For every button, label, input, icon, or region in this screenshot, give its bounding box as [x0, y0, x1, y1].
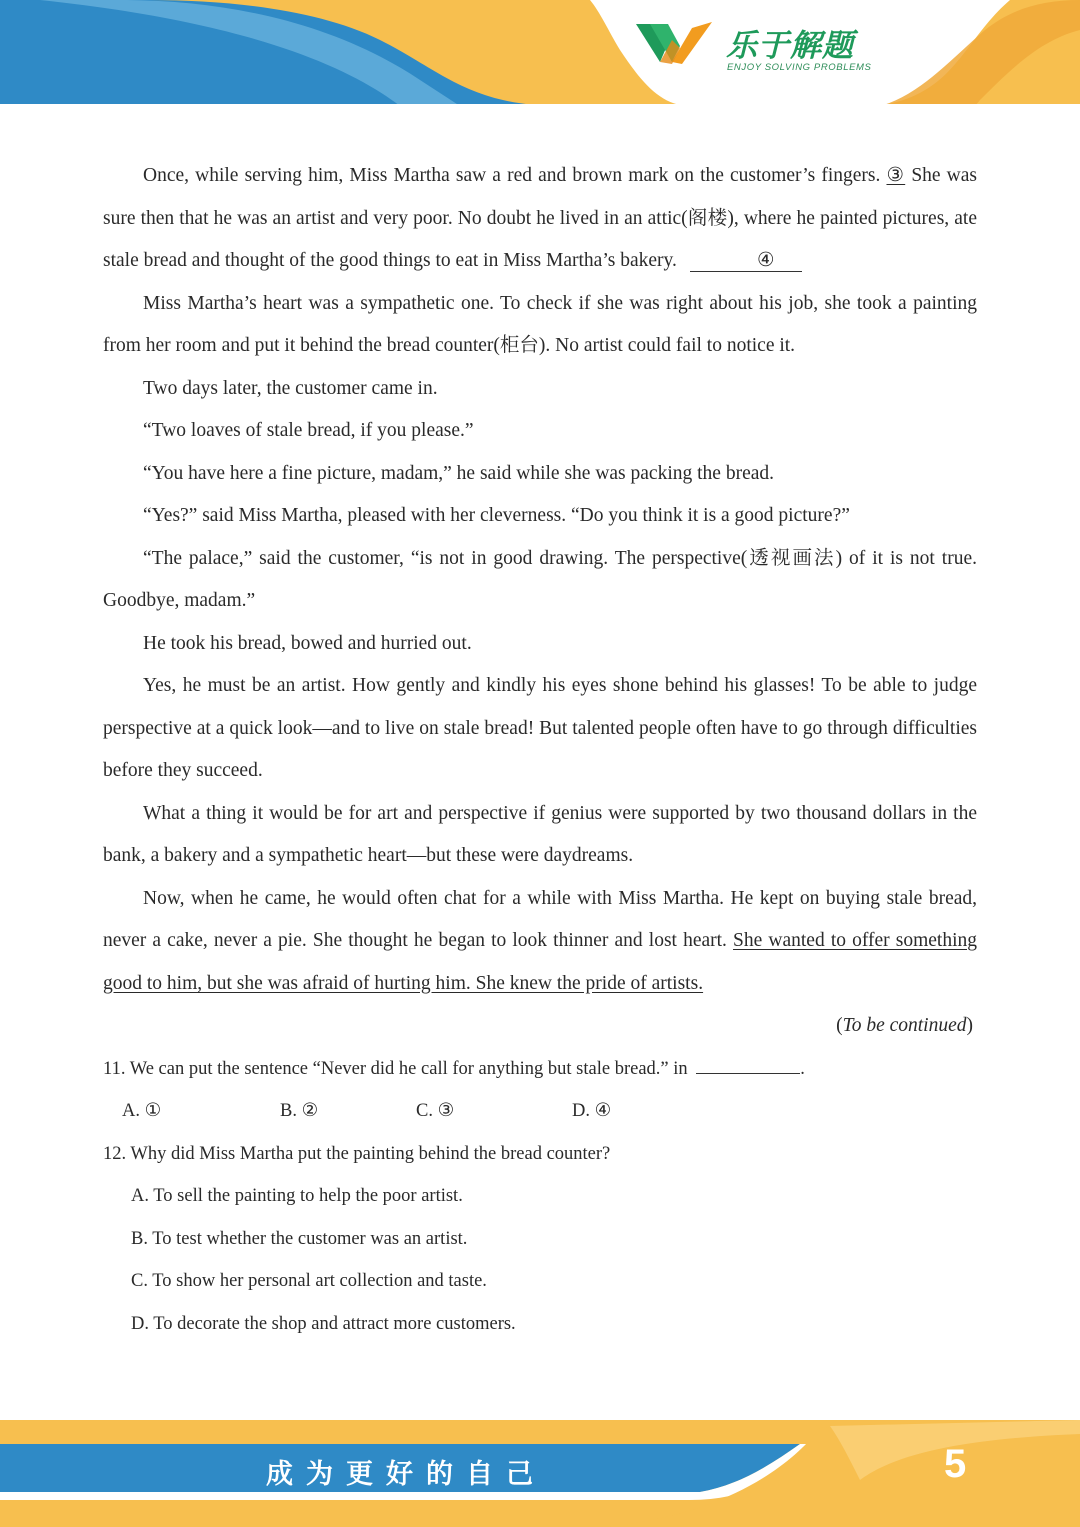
- logo-subtitle: ENJOY SOLVING PROBLEMS: [727, 62, 872, 73]
- logo-v-icon: [636, 20, 716, 66]
- underlined-text: She wanted to offer something good to him, but she was afraid of hurting him. She knew the pride of artists.: [103, 930, 977, 994]
- passage-text: He took his bread, bowed and hurried out.: [143, 632, 472, 654]
- paragraph: [103, 665, 977, 793]
- footer-slogan: 成为更好的自己: [266, 1459, 546, 1490]
- reading-passage: [103, 155, 977, 1345]
- paragraph: [103, 623, 977, 666]
- passage-text: “You have here a fine picture, madam,” he said while she was packing the bread.: [143, 462, 774, 484]
- logo: [636, 20, 876, 80]
- question-11: 11. We can put the sentence “Never did he call for anything but stale bread.” in .: [103, 1048, 977, 1091]
- page-number: 5: [944, 1442, 967, 1486]
- paragraph: [103, 793, 977, 878]
- passage-text: Once, while serving him, Miss Martha saw a red and brown mark on the customer’s fingers.: [143, 165, 887, 186]
- option-b[interactable]: B. ②: [280, 1101, 319, 1121]
- paragraph: [103, 410, 977, 453]
- passage-text: Yes, he must be an artist. How gently and kindly his eyes shone behind his glasses! To be able to judge perspective at a quick look—and to live on stale bread! But talented people often have to go through difficulties before they succeed.: [103, 675, 977, 781]
- passage-text: Miss Martha’s heart was a sympathetic one. To check if she was right about his job, she took a painting from her room and put it behind the bread counter(柜台). No artist could fail to notice it.: [103, 292, 977, 356]
- option-c[interactable]: C. ③: [416, 1101, 455, 1121]
- passage-text: Two days later, the customer came in.: [143, 377, 438, 399]
- choice-c[interactable]: C. To show her personal art collection and taste.: [131, 1271, 487, 1291]
- page-header: [0, 0, 1080, 110]
- to-be-continued: (To be continued): [836, 1015, 973, 1036]
- choice-b[interactable]: B. To test whether the customer was an artist.: [131, 1228, 468, 1249]
- passage-text: “Two loaves of stale bread, if you please.”: [143, 420, 474, 441]
- numbered-blank: ④: [690, 251, 802, 272]
- passage-text: What a thing it would be for art and perspective if genius were supported by two thousand dollars in the bank, a bakery and a sympathetic heart—but these were daydreams.: [103, 802, 977, 866]
- header-banner: [0, 0, 1080, 110]
- page-footer: [0, 1420, 1080, 1527]
- paragraph: [103, 878, 977, 1006]
- paragraph: [103, 453, 977, 496]
- logo-title: 乐于解题: [726, 28, 854, 64]
- paragraph: [103, 495, 977, 538]
- underlined-text: ③: [886, 165, 906, 186]
- passage-text: “Yes?” said Miss Martha, pleased with her cleverness. “Do you think it is a good picture?”: [143, 505, 850, 526]
- option-d[interactable]: D. ④: [572, 1101, 612, 1121]
- passage-text: She was sure then that he was an artist and very poor. No doubt he lived in an attic(阁楼), where he painted pictures, ate stale bread and thought of the good things to eat in Miss Martha’s bakery.: [103, 165, 978, 271]
- paragraph: [103, 538, 977, 623]
- passage-paragraphs: [103, 155, 977, 1005]
- passage-text: Now, when he came, he would often chat for a while with Miss Martha. He kept on buying stale bread, never a cake, never a pie. She thought he began to look thinner and lost heart.: [103, 887, 977, 951]
- question-11-options: [103, 1090, 977, 1133]
- choice-a[interactable]: A. To sell the painting to help the poor artist.: [131, 1186, 463, 1206]
- answer-blank[interactable]: [696, 1055, 800, 1074]
- question-12: 12. Why did Miss Martha put the painting behind the bread counter?: [103, 1143, 611, 1164]
- choice-d[interactable]: D. To decorate the shop and attract more customers.: [131, 1313, 516, 1334]
- option-a[interactable]: A. ①: [122, 1101, 162, 1121]
- question-11-text: 11. We can put the sentence “Never did he call for anything but stale bread.” in: [103, 1058, 688, 1079]
- paragraph: [103, 155, 977, 283]
- paragraph: [103, 283, 977, 368]
- paragraph: [103, 368, 977, 411]
- passage-text: “The palace,” said the customer, “is not in good drawing. The perspective(透视画法) of it is not true. Goodbye, madam.”: [103, 547, 977, 611]
